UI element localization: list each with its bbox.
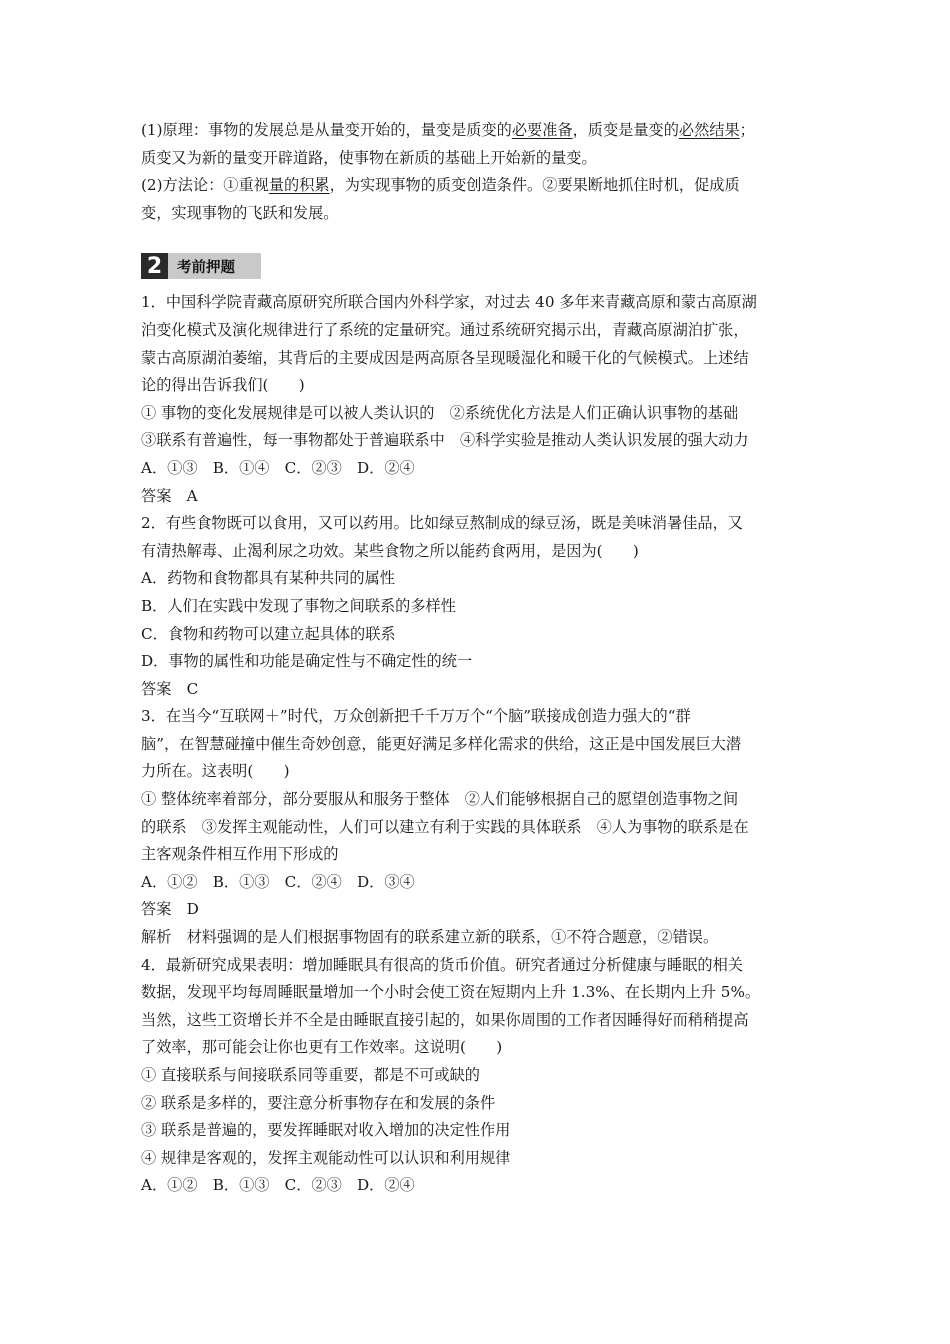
q1-option-line: ③联系有普遍性，每一事物都处于普遍联系中 ④科学实验是推动人类认识发展的强大动力 — [141, 431, 749, 450]
q3-line: 力所在。这表明( ) — [141, 762, 290, 781]
question-3 — [141, 703, 821, 951]
q1-line: 蒙古高原湖泊萎缩，其背后的主要成因是两高原各呈现暖湿化和暖干化的气候模式。上述结 — [141, 348, 749, 367]
q4-option-line: ① 直接联系与间接联系同等重要，都是不可或缺的 — [141, 1066, 480, 1084]
principle-line-2: 质变又为新的量变开辟道路，使事物在新质的基础上开始新的量变。 — [141, 148, 597, 167]
page-content — [141, 117, 821, 1200]
q2-choice-d: D．事物的属性和功能是确定性与不确定性的统一 — [141, 652, 473, 671]
q2-choice-a: A．药物和食物都具有某种共同的属性 — [141, 569, 395, 588]
q2-choice-b: B．人们在实践中发现了事物之间联系的多样性 — [141, 596, 456, 615]
section-number: 2 — [141, 253, 168, 279]
section-spacer — [141, 227, 821, 253]
q3-line: 3．在当今“互联网＋”时代，万众创新把千千万万个“个脑”联接成创造力强大的“群 — [141, 707, 691, 726]
principle-text-c: ； — [739, 121, 755, 139]
q3-line: 脑”，在智慧碰撞中催生奇妙创意，能更好满足多样化需求的供给，这正是中国发展巨大潜 — [141, 734, 742, 753]
principle-text-a: (1)原理：事物的发展总是从量变开始的，量变是质变的 — [141, 121, 512, 139]
q4-option-line: ② 联系是多样的，要注意分析事物存在和发展的条件 — [141, 1093, 496, 1112]
q4-option-line: ④ 规律是客观的，发挥主观能动性可以认识和利用规律 — [141, 1148, 511, 1167]
method-text-a: (2)方法论：①重视 — [141, 176, 269, 195]
method-line-2: 变，实现事物的飞跃和发展。 — [141, 203, 339, 222]
q3-analysis: 解析 材料强调的是人们根据事物固有的联系建立新的联系，①不符合题意，②错误。 — [141, 928, 719, 947]
q3-answer: 答案 D — [141, 900, 199, 919]
q4-line: 当然，这些工资增长并不全是由睡眠直接引起的，如果你周围的工作者因睡得好而稍稍提高 — [141, 1010, 749, 1029]
method-text-b: ，为实现事物的质变创造条件。②要果断地抓住时机，促成质 — [329, 176, 740, 195]
question-4 — [141, 952, 821, 1200]
q3-option-line: 主客观条件相互作用下形成的 — [141, 845, 339, 864]
method-underline: 量的积累 — [268, 176, 330, 195]
question-2 — [141, 510, 821, 703]
q2-line: 有清热解毒、止渴利尿之功效。某些食物之所以能药食两用，是因为( ) — [141, 541, 639, 560]
q1-choices: A．①③ B．①④ C．②③ D．②④ — [141, 458, 415, 477]
q4-choices: A．①② B．①③ C．②③ D．②④ — [141, 1176, 415, 1195]
principle-underline-2: 必然结果 — [678, 121, 740, 139]
principle-text-b: ，质变是量变的 — [572, 121, 679, 139]
q1-line: 1．中国科学院青藏高原研究所联合国内外科学家，对过去 40 多年来青藏高原和蒙古高原湖 — [141, 293, 757, 312]
q3-choices: A．①② B．①③ C．②④ D．③④ — [141, 872, 415, 891]
q2-answer: 答案 C — [141, 679, 199, 698]
question-1 — [141, 289, 821, 510]
principle-underline-1: 必要准备 — [511, 121, 573, 139]
q4-option-line: ③ 联系是普遍的，要发挥睡眠对收入增加的决定性作用 — [141, 1121, 511, 1140]
method-line-1 — [141, 172, 821, 200]
q1-option-line: ① 事物的变化发展规律是可以被人类认识的 ②系统优化方法是人们正确认识事物的基础 — [141, 403, 739, 422]
q4-line: 4．最新研究成果表明：增加睡眠具有很高的货币价值。研究者通过分析健康与睡眠的相关 — [141, 955, 743, 974]
q2-line: 2．有些食物既可以食用，又可以药用。比如绿豆熬制成的绿豆汤，既是美味消暑佳品，又 — [141, 514, 743, 533]
q4-line: 数据，发现平均每周睡眠量增加一个小时会使工资在短期内上升 1.3%、在长期内上升 5%。 — [141, 983, 761, 1002]
section-title: 考前押题 — [177, 259, 235, 276]
q1-line: 论的得出告诉我们( ) — [141, 376, 305, 395]
q3-option-line: ① 整体统率着部分，部分要服从和服务于整体 ②人们能够根据自己的愿望创造事物之间 — [141, 790, 739, 809]
q4-line: 了效率，那可能会让你也更有工作效率。这说明( ) — [141, 1038, 503, 1057]
q1-answer: 答案 A — [141, 486, 198, 505]
q1-line: 泊变化模式及演化规律进行了系统的定量研究。通过系统研究揭示出，青藏高原湖泊扩张， — [141, 320, 749, 339]
q3-option-line: 的联系 ③发挥主观能动性，人们可以建立有利于实践的具体联系 ④人为事物的联系是在 — [141, 817, 749, 836]
principle-line-1 — [141, 117, 821, 145]
section-header — [141, 253, 261, 279]
q2-choice-c: C．食物和药物可以建立起具体的联系 — [141, 624, 396, 643]
